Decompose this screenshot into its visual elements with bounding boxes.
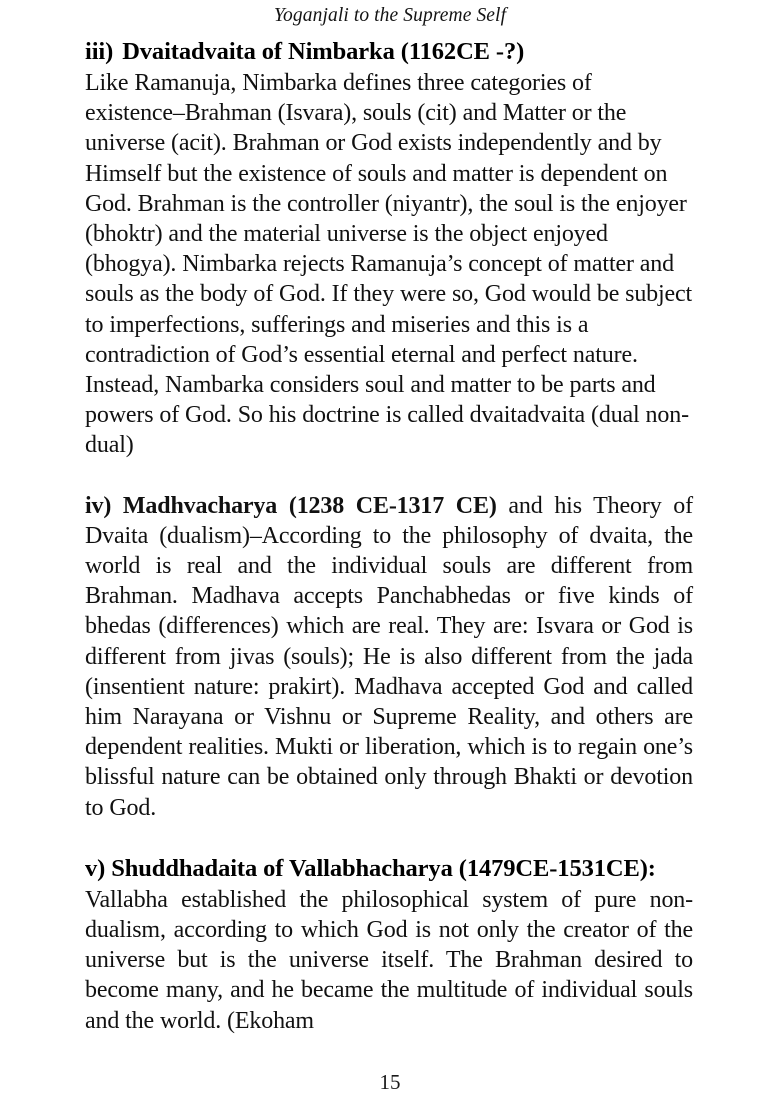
section-heading-v: v) Shuddhadaita of Vallabhacharya (1479CE-1531CE): [85,854,656,882]
section-heading-iii [85,36,693,67]
page-number: 15 [379,1070,401,1094]
paragraph-gap-1 [85,461,693,491]
section-heading-iii-text: Dvaitadvaita of Nimbarka (1162CE -?) [122,38,525,65]
section-iv-body: and his Theory of Dvaita (dualism)–According to the philosophy of dvaita, the world is real and the individual souls are different from Brahman. Madhava accepts Panchabhedas or five kinds of bhedas (differences) which are real. They are: Isvara or God is different from jivas (souls); He is also different from the jada (insentient nature: prakirt). Madhava accepted God and called him Narayana or Vishnu or Supreme Reality, and others are dependent realities. Mukti or liberation, which is to regain one’s blissful nature can be obtained only through Bhakti or devotion to God. [85,492,693,821]
paragraph-gap-2 [85,823,693,853]
page-content [85,36,693,1036]
section-heading-iii-number: iii) [85,38,114,65]
section-v-paragraph: Vallabha established the philosophical system of pure non-dualism, according to which God is not only the creator of the universe but is the universe itself. The Brahman desired to become many, and he became the multitude of individual souls and the world. (Ekoham [85,886,693,1034]
section-iii-paragraph: Like Ramanuja, Nimbarka defines three categories of existence–Brahman (Isvara), souls (cit) and Matter or the universe (acit). Brahman or God exists independently and by Himself but the existence of souls and matter is dependent on God. Brahman is the controller (niyantr), the soul is the enjoyer (bhoktr) and the material universe is the object enjoyed (bhogya). Nimbarka rejects Ramanuja’s concept of matter and souls as the body of God. If they were so, God would be subject to imperfections, sufferings and miseries and this is a contradiction of God’s essential eternal and perfect nature. Instead, Nambarka considers soul and matter to be parts and powers of God. So his doctrine is called dvaitadvaita (dual non- dual) [85,70,693,459]
section-iv-paragraph [85,491,693,823]
running-header: Yoganjali to the Supreme Self [273,5,507,26]
section-heading-iv: iv) Madhvacharya (1238 CE-1317 CE) [85,492,497,519]
